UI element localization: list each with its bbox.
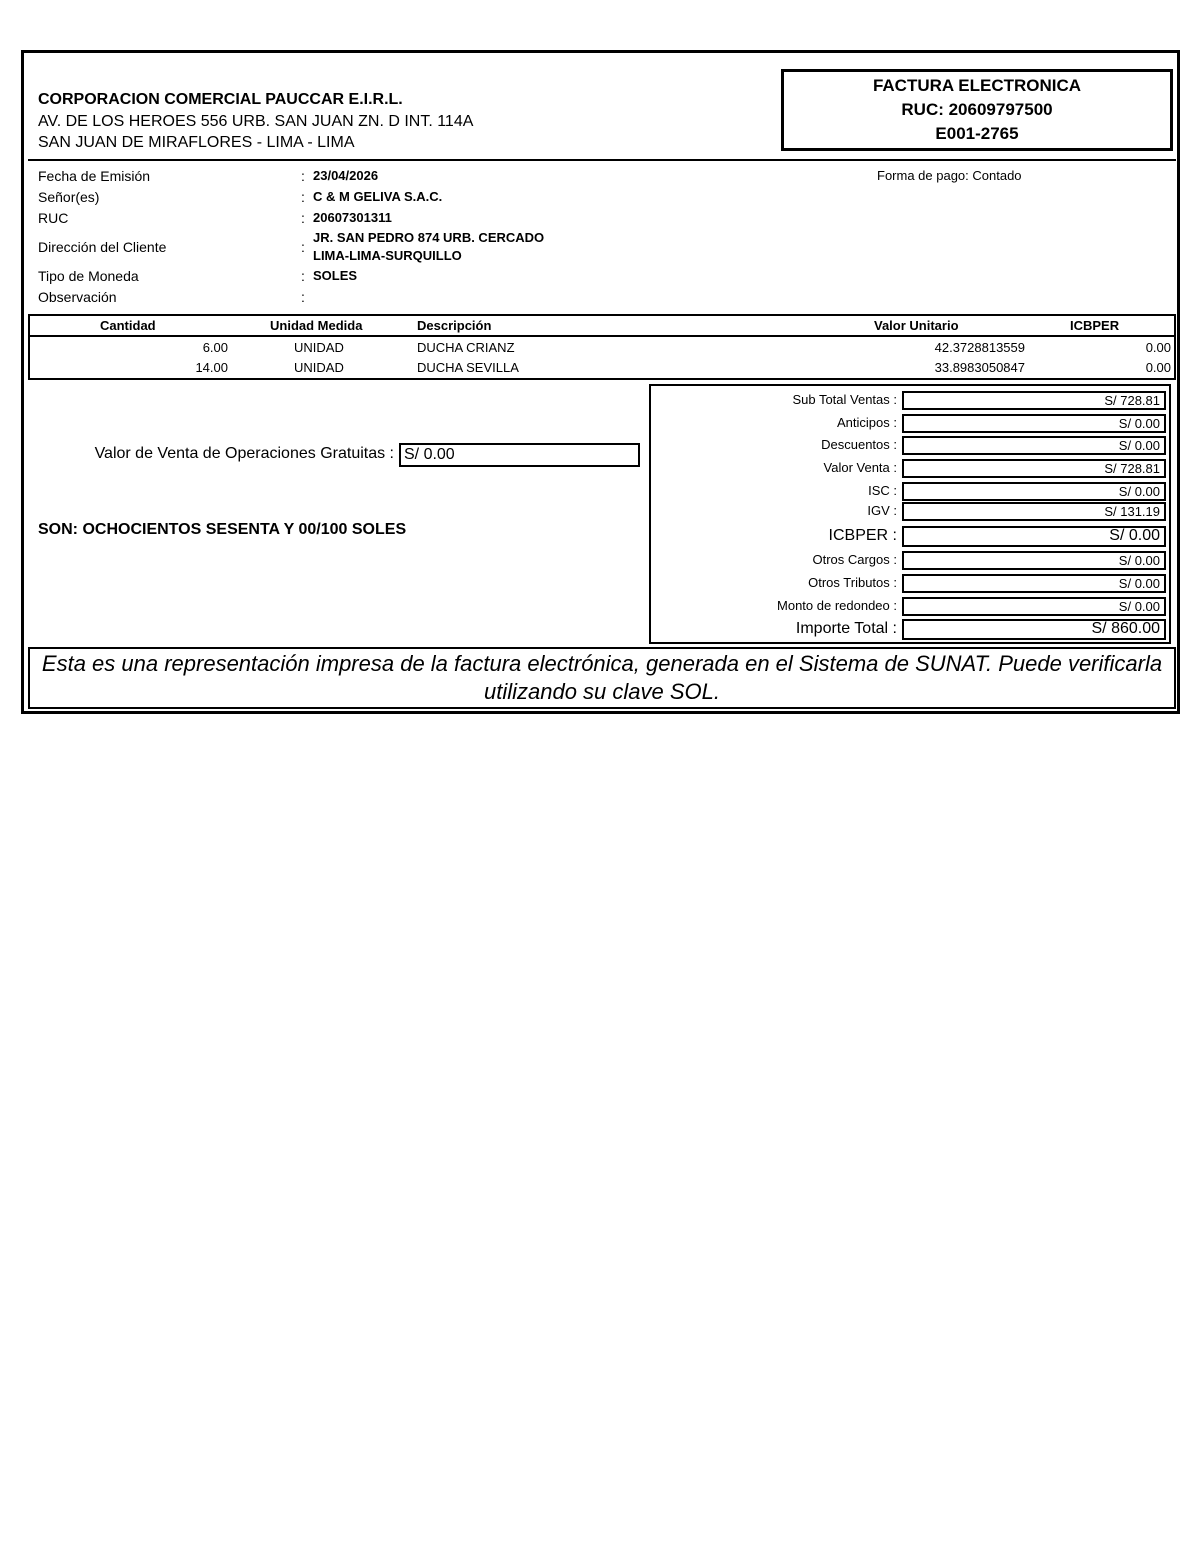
fecha-value: 23/04/2026 [313, 168, 379, 183]
items-table [28, 314, 1176, 380]
isc-label: ISC : [868, 483, 897, 498]
valor-venta-label: Valor Venta : [823, 460, 897, 475]
direccion-line1: JR. SAN PEDRO 874 URB. CERCADO [313, 230, 545, 245]
fecha-label: Fecha de Emisión [38, 168, 151, 184]
igv-value: S/ 131.19 [902, 502, 1166, 521]
anticipos-value: S/ 0.00 [902, 414, 1166, 433]
document-type: FACTURA ELECTRONICA [872, 76, 1082, 95]
otros-cargos-label: Otros Cargos : [812, 552, 897, 567]
header-divider [28, 159, 1176, 161]
company-block [38, 89, 778, 153]
header-descripcion: Descripción [417, 318, 492, 333]
gratuitas-value: S/ 0.00 [399, 443, 640, 467]
redondeo-label: Monto de redondeo : [777, 598, 897, 613]
otros-cargos-value: S/ 0.00 [902, 551, 1166, 570]
ruc-colon: : [301, 210, 305, 226]
direccion-colon: : [301, 239, 305, 255]
document-number: E001-2765 [935, 124, 1019, 143]
direccion-label: Dirección del Cliente [38, 239, 167, 255]
sunat-legend: Esta es una representación impresa de la factura electrónica, generada en el Sistema de SUNAT. Puede verificarla utilizando su clave SOL. [28, 647, 1176, 709]
document-id-box [781, 69, 1173, 151]
observacion-colon: : [301, 289, 305, 305]
row-1-valor-unitario: 33.8983050847 [934, 360, 1025, 375]
header-icbper: ICBPER [1070, 318, 1120, 333]
ruc-label: RUC [38, 210, 69, 226]
descuentos-label: Descuentos : [821, 437, 897, 452]
header-cantidad: Cantidad [100, 318, 156, 333]
moneda-colon: : [301, 268, 305, 284]
icbper-value: S/ 0.00 [902, 526, 1166, 547]
importe-total-label: Importe Total : [795, 620, 897, 637]
document-ruc: RUC: 20609797500 [901, 100, 1053, 119]
moneda-label: Tipo de Moneda [38, 268, 139, 284]
row-0-descripcion: DUCHA CRIANZ [417, 340, 515, 355]
ruc-value: 20607301311 [313, 210, 392, 225]
subtotal-label: Sub Total Ventas : [792, 392, 897, 407]
senor-value: C & M GELIVA S.A.C. [313, 189, 443, 204]
senor-label: Señor(es) [38, 189, 100, 205]
observacion-label: Observación [38, 289, 117, 305]
row-0-valor-unitario: 42.3728813559 [934, 340, 1025, 355]
header-unidad: Unidad Medida [270, 318, 363, 333]
totals-box [649, 384, 1171, 644]
company-name: CORPORACION COMERCIAL PAUCCAR E.I.R.L. [38, 91, 403, 108]
row-0-icbper: 0.00 [1145, 340, 1171, 355]
row-1-icbper: 0.00 [1145, 360, 1171, 375]
descuentos-value: S/ 0.00 [902, 436, 1166, 455]
fecha-colon: : [301, 168, 305, 184]
senor-colon: : [301, 189, 305, 205]
isc-value: S/ 0.00 [902, 482, 1166, 501]
invoice [21, 50, 1180, 714]
importe-total-value: S/ 860.00 [902, 619, 1166, 640]
amount-in-words: SON: OCHOCIENTOS SESENTA Y 00/100 SOLES [38, 521, 407, 538]
icbper-label: ICBPER : [828, 527, 897, 544]
subtotal-value: S/ 728.81 [902, 391, 1166, 410]
valor-venta-value: S/ 728.81 [902, 459, 1166, 478]
moneda-value: SOLES [313, 268, 358, 283]
row-1-cantidad: 14.00 [195, 360, 228, 375]
igv-label: IGV : [867, 503, 897, 518]
company-address-line2: SAN JUAN DE MIRAFLORES - LIMA - LIMA [38, 134, 355, 151]
forma-pago: Forma de pago: Contado [877, 168, 1022, 183]
row-0-cantidad: 6.00 [202, 340, 228, 355]
redondeo-value: S/ 0.00 [902, 597, 1166, 616]
company-address-line1: AV. DE LOS HEROES 556 URB. SAN JUAN ZN. D INT. 114A [38, 113, 474, 130]
row-0-unidad: UNIDAD [294, 340, 344, 355]
row-1-unidad: UNIDAD [294, 360, 344, 375]
items-header-divider [30, 335, 1174, 337]
anticipos-label: Anticipos : [837, 415, 897, 430]
header-valor-unitario: Valor Unitario [874, 318, 959, 333]
row-1-descripcion: DUCHA SEVILLA [417, 360, 519, 375]
otros-tributos-label: Otros Tributos : [808, 575, 897, 590]
otros-tributos-value: S/ 0.00 [902, 574, 1166, 593]
direccion-line2: LIMA-LIMA-SURQUILLO [313, 248, 462, 263]
gratuitas-label: Valor de Venta de Operaciones Gratuitas : [94, 445, 394, 462]
